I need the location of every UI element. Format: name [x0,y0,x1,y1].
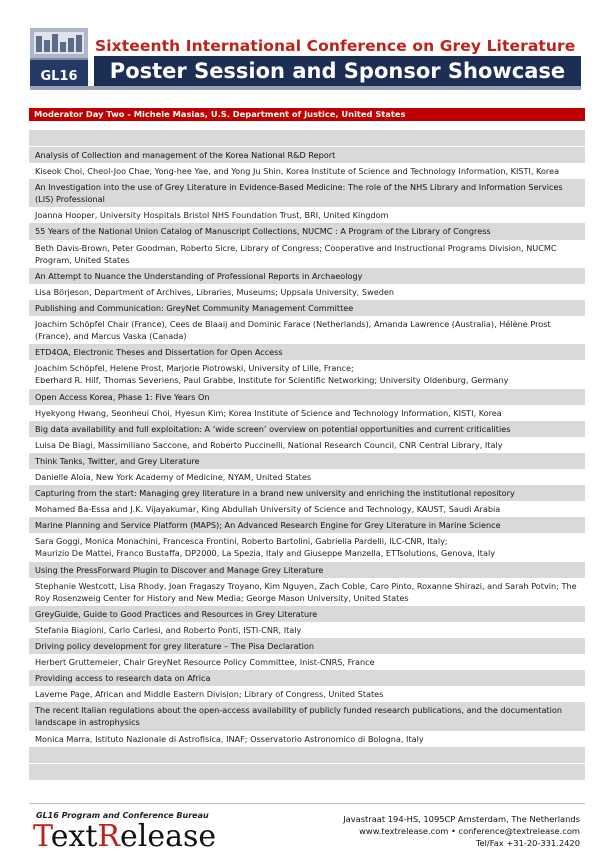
poster-authors [29,686,585,702]
author-line: Maurizio De Mattei, Franco Bustaffa, DP2000, La Spezia, Italy and Giuseppe Manzella, ETTsolutions, Genova, Italy [35,548,496,559]
gl16-logo [30,28,88,90]
banner-shadow-bar [30,86,581,90]
author-line: Lisa Börjeson, Department of Archives, Libraries, Museums; Uppsala University, Sweden [35,286,395,297]
poster-title: The recent Italian regulations about the open-access availability of publicly funded research publications, and the documentation landscape in astrophysics [29,702,585,730]
poster-title: ETD4OA, Electronic Theses and Dissertation for Open Access [29,344,585,360]
author-line: Kiseok Choi, Cheol-Joo Chae, Yong-hee Yae, and Yong Ju Shin, Korea Institute of Science and Technology Information, KISTI, Korea [35,166,560,177]
poster-title: An Attempt to Nuance the Understanding of Professional Reports in Archaeology [29,268,585,284]
brand-part-ext: ext [50,819,98,854]
poster-title: Providing access to research data on Africa [29,670,585,686]
author-line: Stefania Biagioni, Carlo Carlesi, and Roberto Ponti, ISTI-CNR, Italy [35,624,302,635]
poster-authors [29,469,585,485]
brand-letter-t: T [33,819,51,854]
poster-authors [29,360,585,388]
bureau-label: GL16 Program and Conference Bureau [36,811,209,820]
poster-authors [29,405,585,421]
poster-title: Driving policy development for grey literature – The Pisa Declaration [29,638,585,654]
author-line: Mohamed Ba-Essa and J.K. Vijayakumar, King Abdullah University of Science and Technology, KAUST, Saudi Arabia [35,504,501,515]
poster-authors [29,578,585,606]
poster-title: 55 Years of the National Union Catalog of Manuscript Collections, NUCMC : A Program of the Library of Congress [29,223,585,239]
poster-authors [29,163,585,179]
author-line: Sara Goggi, Monica Monachini, Francesca Frontini, Roberto Bartolini, Gabriella Pardelli, ILC-CNR, Italy; [35,536,448,547]
blank-row [29,130,585,147]
poster-authors [29,316,585,344]
author-line: Luisa De Biagi, Massimiliano Saccone, and Roberto Puccinelli, National Research Council, CNR Central Library, Italy [35,439,503,450]
poster-list [29,130,585,781]
web-email-line: www.textrelease.com • conference@textrelease.com [359,826,580,836]
moderator-bar: Moderator Day Two - Michele Masias, U.S. Department of Justice, United States [29,108,585,121]
brand-part-elease: elease [120,819,217,854]
blank-row [29,747,585,764]
poster-title: Publishing and Communication: GreyNet Community Management Committee [29,300,585,316]
author-line: Joanna Hooper, University Hospitals Bristol NHS Foundation Trust, BRI, United Kingdom [35,210,389,221]
author-line: Stephanie Westcott, Lisa Rhody, Joan Fragaszy Troyano, Kim Nguyen, Zach Coble, Caro Pinto, Roxanne Shirazi, and Sarah Potvin; The Roy Rosenzweig Center for History and New Media; George Mason University, United States [35,580,577,603]
poster-authors [29,501,585,517]
poster-title: Think Tanks, Twitter, and Grey Literature [29,453,585,469]
poster-authors [29,240,585,268]
poster-title: An Investigation into the use of Grey Literature in Evidence-Based Medicine: The role of the NHS Library and Information Services (LIS) Professional [29,179,585,207]
author-line: Eberhard R. Hilf, Thomas Severiens, Paul Grabbe, Institute for Scientific Networking; University Oldenburg, Germany [35,375,509,386]
conference-title: Sixteenth International Conference on Grey Literature [95,37,576,55]
poster-authors [29,731,585,747]
logo-text: GL16 [40,69,78,84]
poster-title: Analysis of Collection and management of the Korea National R&D Report [29,147,585,163]
phone-line: Tel/Fax +31-20-331.2420 [475,838,580,848]
author-line: Beth Davis-Brown, Peter Goodman, Roberto Sicre, Library of Congress; Cooperative and Instructional Programs Division, NUCMC Program, United States [35,242,557,265]
author-line: Hyekyong Hwang, Seonheui Choi, Hyesun Kim; Korea Institute of Science and Technology Information, KISTI, Korea [35,407,502,418]
poster-authors [29,654,585,670]
author-line: Laverne Page, African and Middle Eastern Division; Library of Congress, United States [35,689,384,700]
brand-letter-r: R [97,819,121,854]
poster-authors [29,622,585,638]
contact-block [343,813,580,849]
author-line: Joachim Schöpfel Chair (France), Cees de Blaaij and Dominic Farace (Netherlands), Amanda Lawrence (Australia), Hélène Prost (France), and Marcus Vaska (Canada) [35,319,551,342]
author-line: Herbert Gruttemeier, Chair GreyNet Resource Policy Committee, Inist-CNRS, France [35,657,375,668]
blank-row [29,764,585,781]
poster-title: GreyGuide, Guide to Good Practices and Resources in Grey Literature [29,606,585,622]
poster-authors [29,533,585,561]
poster-title: Big data availability and full exploitation: A ‘wide screen’ overview on potential opportunities and current criticalities [29,421,585,437]
poster-title: Marine Planning and Service Platform (MAPS); An Advanced Research Engine for Grey Literature in Marine Science [29,517,585,533]
author-line: Monica Marra, Istituto Nazionale di Astrofisica, INAF; Osservatorio Astronomico di Bologna, Italy [35,733,424,744]
session-banner: Poster Session and Sponsor Showcase [94,56,581,86]
poster-title: Using the PressForward Plugin to Discover and Manage Grey Literature [29,562,585,578]
poster-title: Capturing from the start: Managing grey literature in a brand new university and enriching the institutional repository [29,485,585,501]
author-line: Joachim Schöpfel, Helene Prost, Marjorie Piotrowski, University of Lille, France; [35,363,354,374]
poster-authors [29,207,585,223]
author-line: Danielle Aloia, New York Academy of Medicine, NYAM, United States [35,471,312,482]
poster-title: Open Access Korea, Phase 1: Five Years On [29,389,585,405]
poster-authors [29,437,585,453]
footer-divider [29,803,585,804]
textrelease-logo [33,819,216,854]
poster-authors [29,284,585,300]
address-line: Javastraat 194-HS, 1095CP Amsterdam, The Netherlands [343,814,580,824]
